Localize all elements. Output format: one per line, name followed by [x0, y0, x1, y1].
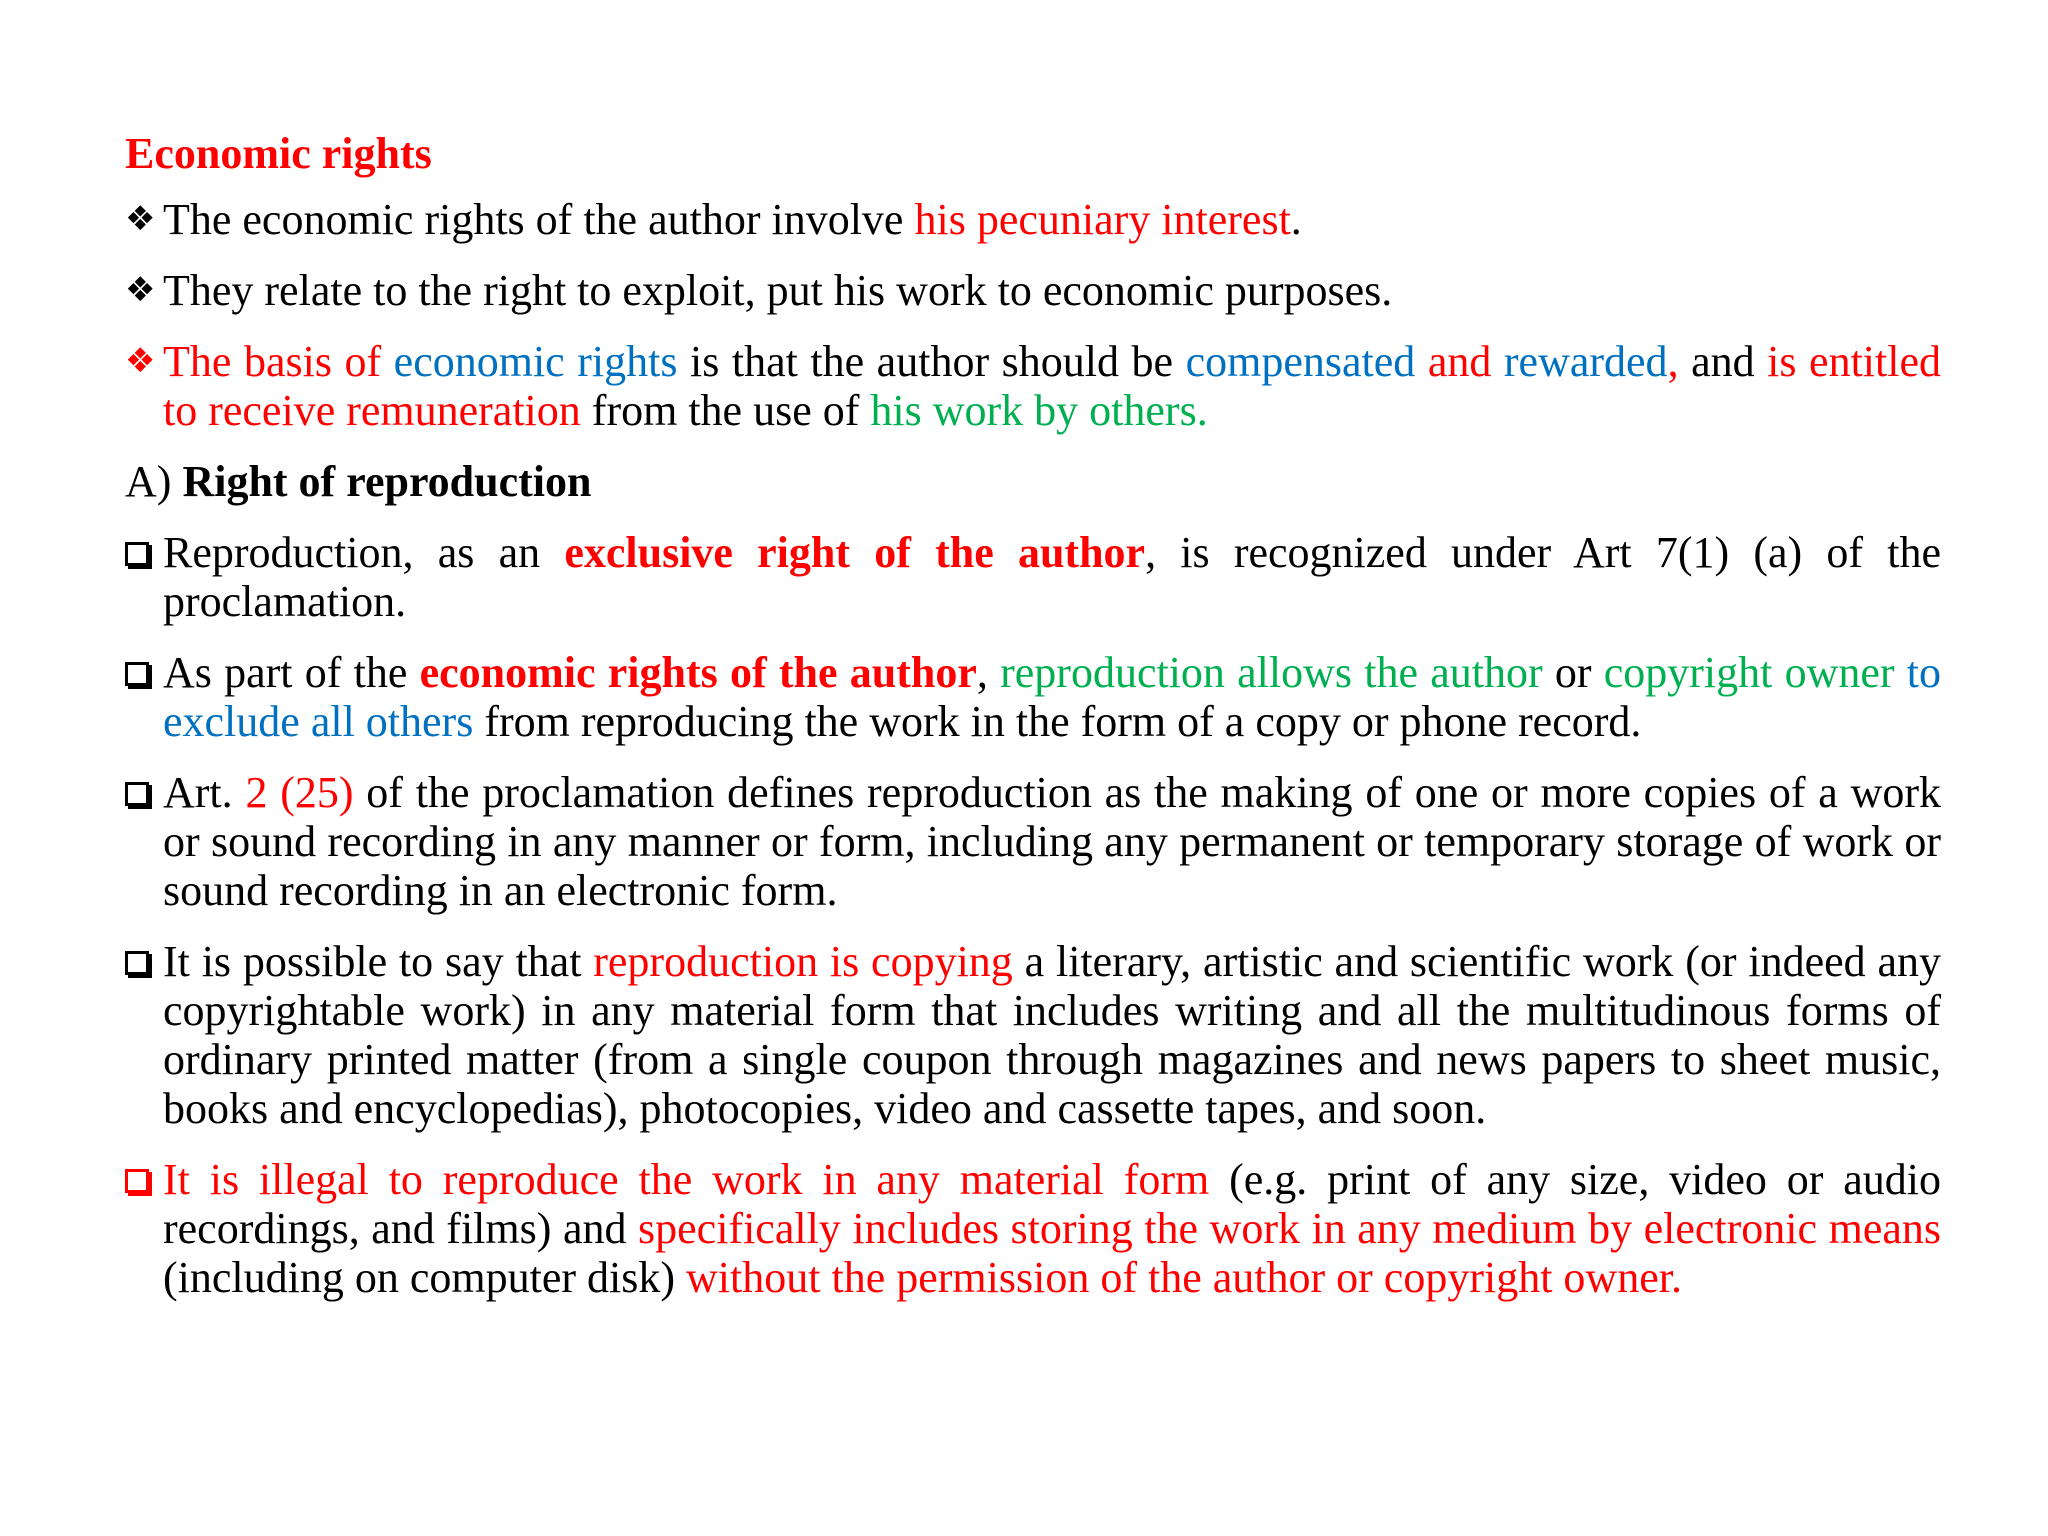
text-run: The economic rights of the author involve — [163, 194, 915, 244]
text-run: from reproducing the work in the form of a copy or phone record. — [473, 696, 1642, 746]
text-run: of the proclamation defines reproduction as the making of one or more copies of a work or sound recording in any manner or form, including any permanent or temporary storage of work or sound recording in an electronic form. — [163, 767, 1942, 915]
text-run: economic rights of the author — [419, 647, 977, 697]
text-run: exclusive right of the author — [564, 527, 1146, 577]
item-text — [163, 768, 1941, 915]
item-text — [163, 1155, 1941, 1302]
bullet-item — [125, 266, 1941, 315]
text-run: , — [976, 647, 1001, 697]
text-run: , is recognized under Art 7(1) (a) of the proclamation. — [163, 527, 1942, 626]
bullet-text — [163, 195, 1302, 244]
square-bullet-icon — [125, 782, 149, 806]
square-bullet-item — [125, 648, 1941, 746]
slide-title: Economic rights — [125, 129, 432, 178]
square-bullet-item — [125, 937, 1941, 1133]
text-run: The basis of — [163, 336, 394, 386]
text-run: copyright owner — [1603, 647, 1895, 697]
square-bullet-red-icon — [125, 1169, 149, 1193]
section-heading-label: Right of reproduction — [182, 456, 592, 506]
text-run: They relate to the right to exploit, put his work to economic purposes. — [163, 265, 1393, 315]
bullet-item — [125, 195, 1941, 244]
text-run: economic rights — [393, 336, 678, 386]
text-run: 2 (25) — [245, 767, 354, 817]
text-run: and — [1678, 336, 1768, 386]
text-run: is that the author should be — [677, 336, 1186, 386]
bullet-text — [163, 337, 1941, 435]
item-text — [163, 937, 1941, 1133]
item-text — [163, 648, 1941, 746]
diamond-cluster-bullet-icon: ❖ — [125, 269, 156, 310]
bullet-item — [125, 337, 1941, 435]
text-run: It is possible to say that — [163, 936, 594, 986]
square-bullet-item — [125, 768, 1941, 915]
square-bullet-item — [125, 1155, 1941, 1302]
text-run: specifically includes storing the work in any medium by electronic means — [638, 1203, 1941, 1253]
text-run: , — [1667, 336, 1679, 386]
bullet-text — [163, 266, 1392, 315]
diamond-cluster-bullet-icon: ❖ — [125, 198, 156, 239]
square-bullet-icon — [125, 542, 149, 566]
text-run: his work by others. — [870, 385, 1208, 435]
text-run: and — [1415, 336, 1504, 386]
square-bullet-icon — [125, 951, 149, 975]
text-run: a literary, artistic and scientific work (or indeed any copyrightable work) in any material form that includes writing and all the multitudinous forms of ordinary printed matter (from a single coupon through magazines and news papers to sheet music, books and encyclopedias), photocopies, video and cassette tapes, and soon. — [163, 936, 1941, 1133]
text-run: is entitled to receive remuneration — [163, 336, 1942, 435]
section-heading-prefix: A) — [125, 456, 183, 506]
text-run: reproduction is copying — [593, 936, 1013, 986]
text-run: As part of the — [163, 647, 420, 697]
text-run: his pecuniary interest — [914, 194, 1291, 244]
text-run: from the use of — [580, 385, 871, 435]
text-run: to exclude all others — [163, 647, 1942, 746]
item-text — [163, 528, 1941, 626]
section-heading — [125, 457, 1941, 506]
text-run: without the permission of the author or copyright owner. — [686, 1252, 1682, 1302]
text-run: (including on computer disk) — [163, 1252, 687, 1302]
text-run: rewarded — [1503, 336, 1668, 386]
text-run: . — [1290, 194, 1302, 244]
text-run: Reproduction, as an — [163, 527, 565, 577]
square-bullet-item — [125, 528, 1941, 626]
square-bullet-icon — [125, 662, 149, 686]
text-run: Art. — [163, 767, 246, 817]
text-run: compensated — [1185, 336, 1416, 386]
text-run: or — [1542, 647, 1604, 697]
text-run: (e.g. print of any size, video or audio recordings, and films) and — [163, 1154, 1942, 1253]
text-run: It is illegal to reproduce the work in any material form — [163, 1154, 1210, 1204]
text-run: reproduction allows the author — [1000, 647, 1543, 697]
diamond-cluster-bullet-red-icon: ❖ — [125, 340, 156, 381]
